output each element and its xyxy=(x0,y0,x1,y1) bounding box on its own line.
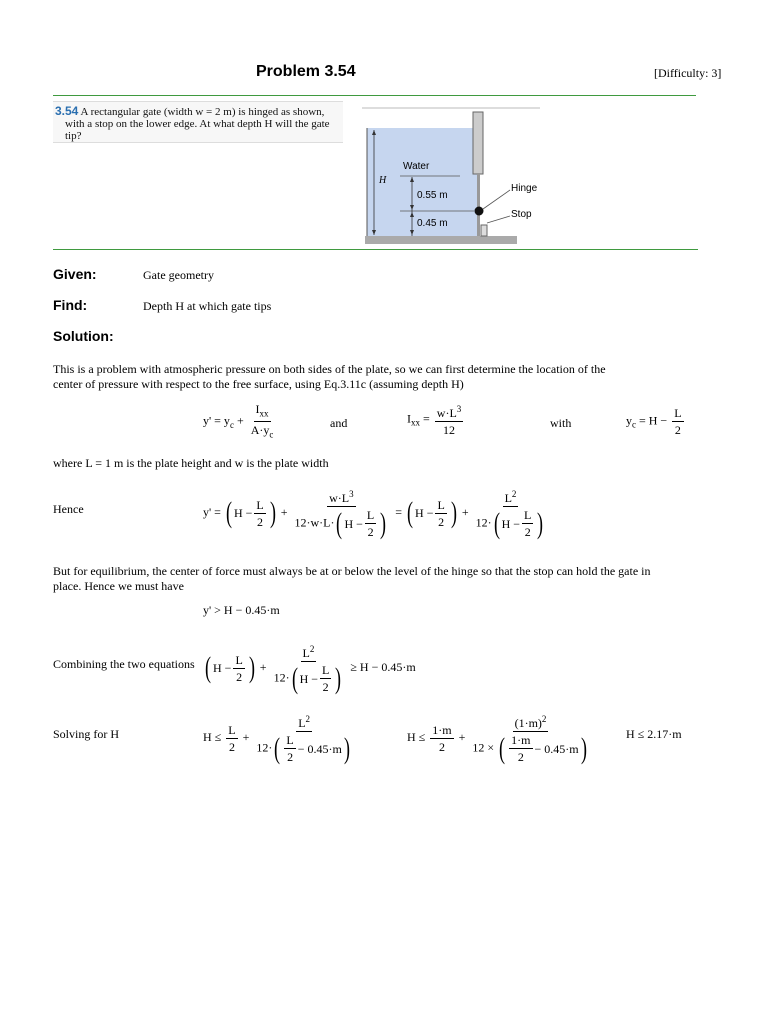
find-label: Find: xyxy=(53,297,88,313)
gate-figure xyxy=(360,104,550,248)
water-label: Water xyxy=(403,161,430,172)
solution-para2-line2: place. Hence we must have xyxy=(53,579,184,593)
upper-wall xyxy=(473,112,483,174)
difficulty-label: [Difficulty: 3] xyxy=(654,66,722,80)
eq-moment-of-inertia: $I_{xx}$ = $\frac{w\cdot L^3}{12}$ xyxy=(407,404,462,437)
dim-lower-label: 0.45 m xyxy=(417,218,448,229)
solution-para2-line1: But for equilibrium, the center of force must always be at or below the level of the hinge so that the stop can hold the gate in xyxy=(53,564,651,578)
where-text: where L = 1 m is the plate height and w is the plate width xyxy=(53,456,329,470)
solution-para1-line1: This is a problem with atmospheric pressure on both sides of the plate, so we can first determine the location of the xyxy=(53,362,606,376)
eq-hence: y' = ( H − $\frac{L}{2}$ ) + $w\cdot L^3$ 12·w·L· ( H − $\frac{L}{2}$ ) = ( H − $\frac{L}{2}$ ) + $L^2$ 12· ( H − $\frac{L}{2}$ ) xyxy=(203,489,544,540)
eq-solve-symbolic: H ≤ $\frac{L}{2}$ + $L^2$ 12· ( $\frac{L}{2}$ − 0.45·m ) xyxy=(203,714,350,765)
eq-equilibrium: y' > H − 0.45·m xyxy=(203,603,280,617)
dim-upper-label: 0.55 m xyxy=(417,190,448,201)
with-text: with xyxy=(550,416,572,430)
solution-para1-line2: center of pressure with respect to the free surface, using Eq.3.11c (assuming depth H) xyxy=(53,377,464,391)
hinge-icon xyxy=(475,207,484,216)
gate-plate xyxy=(477,174,480,236)
eq-center-of-pressure: $y' = y_c$ + $\frac{I_{xx}}{A\cdot y_c}$ xyxy=(203,402,274,440)
find-text: Depth H at which gate tips xyxy=(143,299,272,313)
ground xyxy=(365,236,517,244)
problem-text-line2: with a stop on the lower edge. At what depth H will the gate tip? xyxy=(65,118,330,142)
bottom-divider xyxy=(53,249,698,250)
eq-solve-numeric: H ≤ $\frac{1\cdot m}{2}$ + $(1\cdot m)^2$ 12 × ( $\frac{1\cdot m}{2}$ − 0.45·m ) xyxy=(407,714,587,765)
page-title: Problem 3.54 xyxy=(256,63,356,80)
problem-number: 3.54 xyxy=(55,104,79,118)
eq-centroid: $y_c = H$ − $\frac{L}{2}$ xyxy=(626,406,682,437)
and-text: and xyxy=(330,416,348,430)
eq-combined: ( H − $\frac{L}{2}$ ) + $L^2$ 12· ( H − $\frac{L}{2}$ ) ≥ H − 0.45·m xyxy=(205,644,416,695)
hence-text: Hence xyxy=(53,502,84,516)
depth-h-label: H xyxy=(379,175,387,186)
stop-label: Stop xyxy=(511,209,532,220)
solution-label: Solution: xyxy=(53,328,114,344)
given-label: Given: xyxy=(53,266,97,282)
combining-text: Combining the two equations xyxy=(53,657,195,671)
problem-statement xyxy=(53,101,343,143)
given-text: Gate geometry xyxy=(143,268,214,282)
problem-text-line1: A rectangular gate (width w = 2 m) is hinged as shown, xyxy=(80,106,325,118)
top-divider xyxy=(53,95,696,96)
result-value: H ≤ 2.17·m xyxy=(626,727,682,741)
solving-text: Solving for H xyxy=(53,727,119,741)
hinge-label: Hinge xyxy=(511,183,538,194)
stop-block xyxy=(481,225,487,236)
